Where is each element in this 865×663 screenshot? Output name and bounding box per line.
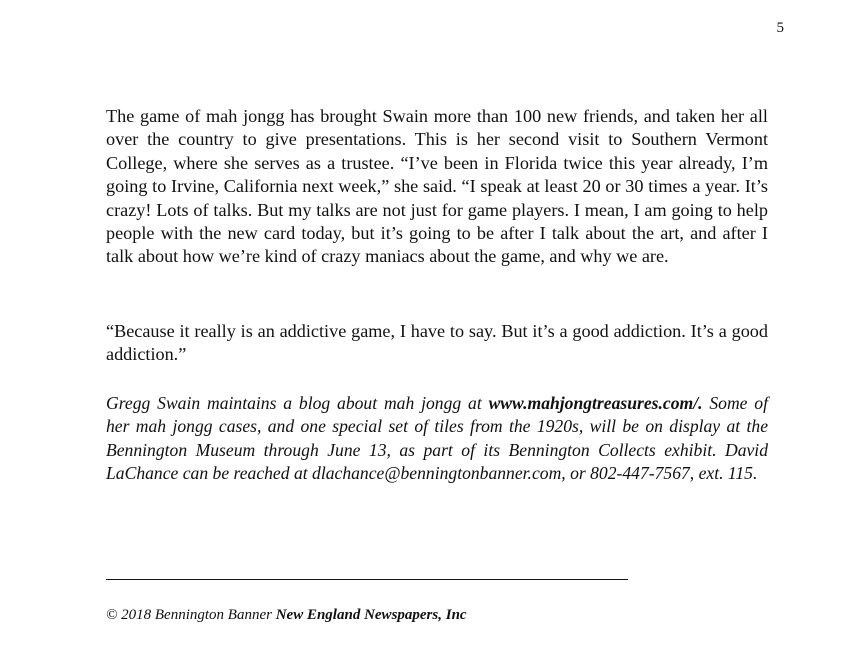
article-paragraph-1: The game of mah jongg has brought Swain more than 100 new friends, and taken her all over the country to give presentations. This is her second visit to Southern Vermont College, where she serves as a trustee. “I’ve been in Florida twice this year already, I’m going to Irvine, California next week,” she said. “I speak at least 20 or 30 times a year. It’s crazy! Lots of talks. But my talks are not just for game players. I mean, I am going to help people with the new card today, but it’s going to be after I talk about the art, and after I talk about how we’re kind of crazy maniacs about the game, and why we are.	[106, 106, 768, 267]
footer-copyright	[106, 607, 467, 624]
footer-divider	[106, 579, 628, 580]
author-note-intro: Gregg Swain maintains a blog about mah jongg at	[106, 393, 489, 413]
blog-link[interactable]: www.mahjongtreasures.com/.	[488, 393, 703, 413]
page-number: 5	[776, 20, 784, 36]
publisher-name: New England Newspapers, Inc	[275, 607, 467, 623]
author-note-details: Some of her mah jongg cases, and one special set of tiles from the 1920s, will be on display at the Bennington Museum through June 13, as part of its Bennington Collects exhibit. David LaChance can be reached at dlachance@benningtonbanner.com, or 802-447-7567, ext. 115.	[106, 393, 768, 484]
article-paragraph-2: “Because it really is an addictive game, I have to say. But it’s a good addiction. It’s a good addiction.”	[106, 321, 768, 365]
author-note	[106, 392, 768, 486]
copyright-text: © 2018 Bennington Banner	[106, 607, 276, 623]
